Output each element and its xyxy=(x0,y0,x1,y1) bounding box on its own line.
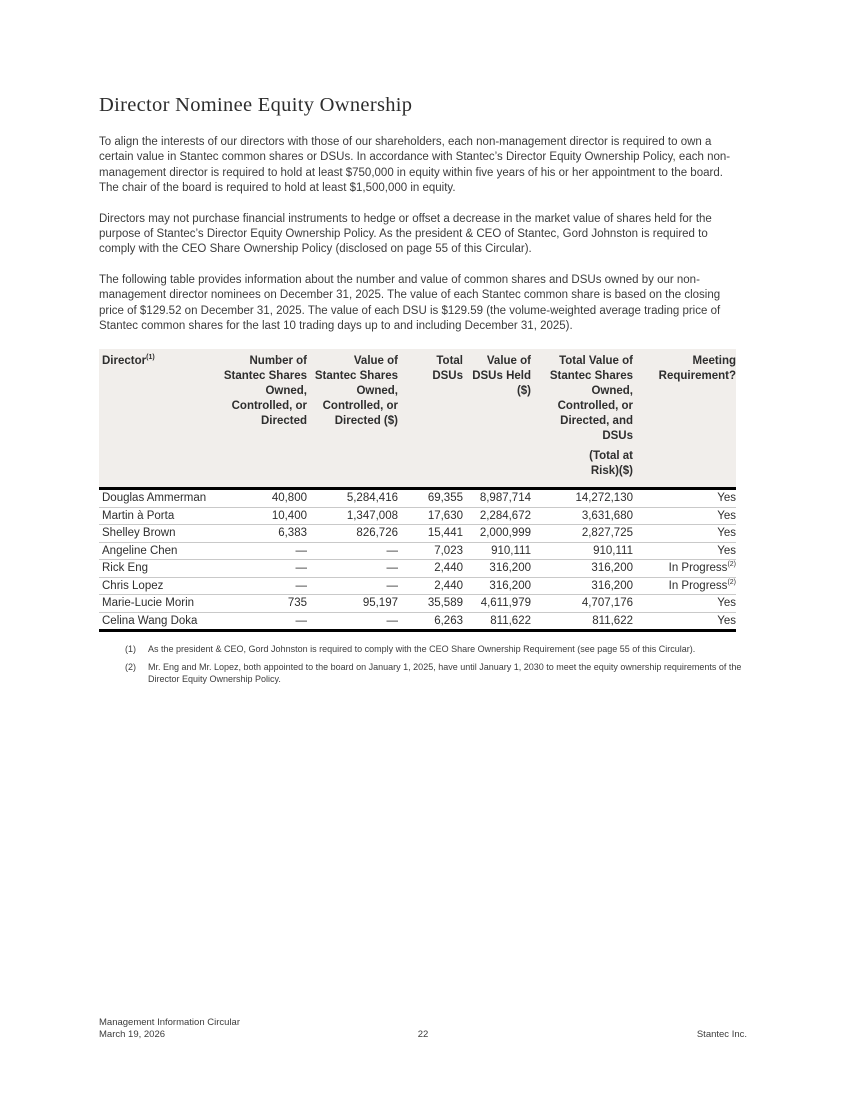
page-content xyxy=(99,92,747,691)
shares-cell: 6,383 xyxy=(207,525,307,543)
share-value-cell: — xyxy=(307,612,398,631)
share-value-cell: 5,284,416 xyxy=(307,489,398,508)
director-name-cell: Martin à Porta xyxy=(99,507,207,525)
director-name-cell: Rick Eng xyxy=(99,560,207,578)
share-value-cell: 95,197 xyxy=(307,595,398,613)
column-header-shares: Number of Stantec Shares Owned, Controlled, or Directed xyxy=(207,349,307,489)
total-value-cell: 14,272,130 xyxy=(531,489,633,508)
total-dsus-cell: 7,023 xyxy=(398,542,463,560)
total-dsus-cell: 17,630 xyxy=(398,507,463,525)
meeting-requirement-cell: Yes xyxy=(633,542,736,560)
meeting-requirement-cell: Yes xyxy=(633,489,736,508)
footnote-ref-2: (2) xyxy=(727,561,736,569)
total-value-cell: 910,111 xyxy=(531,542,633,560)
column-header-share-value: Value of Stantec Shares Owned, Controlled, or Directed ($) xyxy=(307,349,398,489)
director-name-cell: Chris Lopez xyxy=(99,577,207,595)
table-row xyxy=(99,560,736,578)
equity-ownership-table xyxy=(99,349,736,632)
dsu-value-cell: 316,200 xyxy=(463,577,531,595)
total-dsus-cell: 6,263 xyxy=(398,612,463,631)
share-value-cell: — xyxy=(307,560,398,578)
shares-cell: — xyxy=(207,560,307,578)
footer-left-block xyxy=(99,1017,418,1041)
meeting-requirement-cell: Yes xyxy=(633,612,736,631)
footnote-ref-1: (1) xyxy=(146,354,155,362)
footnote-item xyxy=(125,661,747,686)
page-footer xyxy=(99,1017,747,1041)
share-value-cell: — xyxy=(307,542,398,560)
column-header-total-value-main: Total Value of Stantec Shares Owned, Controlled, or Directed, and DSUs xyxy=(549,355,633,443)
table-row xyxy=(99,577,736,595)
director-name-cell: Douglas Ammerman xyxy=(99,489,207,508)
shares-cell: — xyxy=(207,612,307,631)
footer-doc-title: Management Information Circular xyxy=(99,1017,240,1028)
meeting-requirement-cell: In Progress$^{(2)}$ xyxy=(633,577,736,595)
shares-cell: 40,800 xyxy=(207,489,307,508)
paragraph-hedging-policy: Directors may not purchase financial instruments to hedge or offset a decrease in the market value of shares held for the purpose of Stantec’s Director Equity Ownership Policy. As the president & CEO of Stantec, Gord Johnston is required to comply with the CEO Share Ownership Policy (disclosed on page 55 of this Circular). xyxy=(99,212,712,256)
shares-cell: 10,400 xyxy=(207,507,307,525)
meeting-requirement-cell: Yes xyxy=(633,525,736,543)
total-value-cell: 2,827,725 xyxy=(531,525,633,543)
director-name-cell: Celina Wang Doka xyxy=(99,612,207,631)
share-value-cell: 1,347,008 xyxy=(307,507,398,525)
meeting-requirement-cell: Yes xyxy=(633,507,736,525)
director-name-cell: Angeline Chen xyxy=(99,542,207,560)
shares-cell: — xyxy=(207,577,307,595)
total-dsus-cell: 35,589 xyxy=(398,595,463,613)
footnote-text: As the president & CEO, Gord Johnston is required to comply with the CEO Share Ownership Requirement (see page 55 of this Circular). xyxy=(148,644,696,655)
total-value-cell: 811,622 xyxy=(531,612,633,631)
table-row xyxy=(99,489,736,508)
total-value-cell: 3,631,680 xyxy=(531,507,633,525)
footer-date: March 19, 2026 xyxy=(99,1029,166,1040)
table-row xyxy=(99,525,736,543)
footnote-text: Mr. Eng and Mr. Lopez, both appointed to the board on January 1, 2025, have until January 1, 2030 to meet the equity ownership requirements of the Director Equity Ownership Policy. xyxy=(148,661,742,685)
footnote-marker: (1) xyxy=(125,644,136,655)
total-dsus-cell: 2,440 xyxy=(398,560,463,578)
total-value-cell: 4,707,176 xyxy=(531,595,633,613)
dsu-value-cell: 2,000,999 xyxy=(463,525,531,543)
page-title: Director Nominee Equity Ownership xyxy=(99,94,413,116)
column-header-meeting-requirement: Meeting Requirement? xyxy=(633,349,736,489)
footnote-item xyxy=(125,643,747,656)
dsu-value-cell: 316,200 xyxy=(463,560,531,578)
column-header-director: Director$^{(1)}$ xyxy=(99,349,207,489)
footnotes xyxy=(125,643,747,686)
shares-cell: 735 xyxy=(207,595,307,613)
page-number: 22 xyxy=(417,1029,429,1040)
share-value-cell: 826,726 xyxy=(307,525,398,543)
total-value-cell: 316,200 xyxy=(531,560,633,578)
dsu-value-cell: 8,987,714 xyxy=(463,489,531,508)
footnote-ref-2: (2) xyxy=(727,579,736,587)
column-header-total-at-risk: (Total at Risk)($) xyxy=(589,450,633,478)
dsu-value-cell: 811,622 xyxy=(463,612,531,631)
table-row xyxy=(99,595,736,613)
share-value-cell: — xyxy=(307,577,398,595)
total-dsus-cell: 2,440 xyxy=(398,577,463,595)
table-row xyxy=(99,612,736,631)
footnote-marker: (2) xyxy=(125,661,136,672)
dsu-value-cell: 2,284,672 xyxy=(463,507,531,525)
column-header-total-value xyxy=(531,349,633,489)
table-header-row xyxy=(99,349,736,489)
shares-cell: — xyxy=(207,542,307,560)
director-name-cell: Shelley Brown xyxy=(99,525,207,543)
table-row xyxy=(99,542,736,560)
director-name-cell: Marie-Lucie Morin xyxy=(99,595,207,613)
meeting-requirement-cell: In Progress$^{(2)}$ xyxy=(633,560,736,578)
paragraph-table-intro: The following table provides information about the number and value of common shares and DSUs owned by our non-management director nominees on December 31, 2025. The value of each Stantec common share is based on the closing price of $129.52 on December 31, 2025. The value of each DSU is $129.59 (the volume-weighted average trading price of Stantec common shares for the last 10 trading days up to and including December 31, 2025). xyxy=(99,273,721,333)
total-dsus-cell: 15,441 xyxy=(398,525,463,543)
total-dsus-cell: 69,355 xyxy=(398,489,463,508)
dsu-value-cell: 4,611,979 xyxy=(463,595,531,613)
column-header-total-dsus: Total DSUs xyxy=(398,349,463,489)
paragraph-equity-requirement: To align the interests of our directors with those of our shareholders, each non-management director is required to own a certain value in Stantec common shares or DSUs. In accordance with Stantec’s Director Equity Ownership Policy, each non-management director is required to hold at least $750,000 in equity within five years of his or her appointment to the board. The chair of the board is required to hold at least $1,500,000 in equity. xyxy=(99,136,731,195)
meeting-requirement-cell: Yes xyxy=(633,595,736,613)
table-row xyxy=(99,507,736,525)
column-header-dsu-value: Value of DSUs Held ($) xyxy=(463,349,531,489)
total-value-cell: 316,200 xyxy=(531,577,633,595)
footer-company: Stantec Inc. xyxy=(696,1029,748,1040)
dsu-value-cell: 910,111 xyxy=(463,542,531,560)
